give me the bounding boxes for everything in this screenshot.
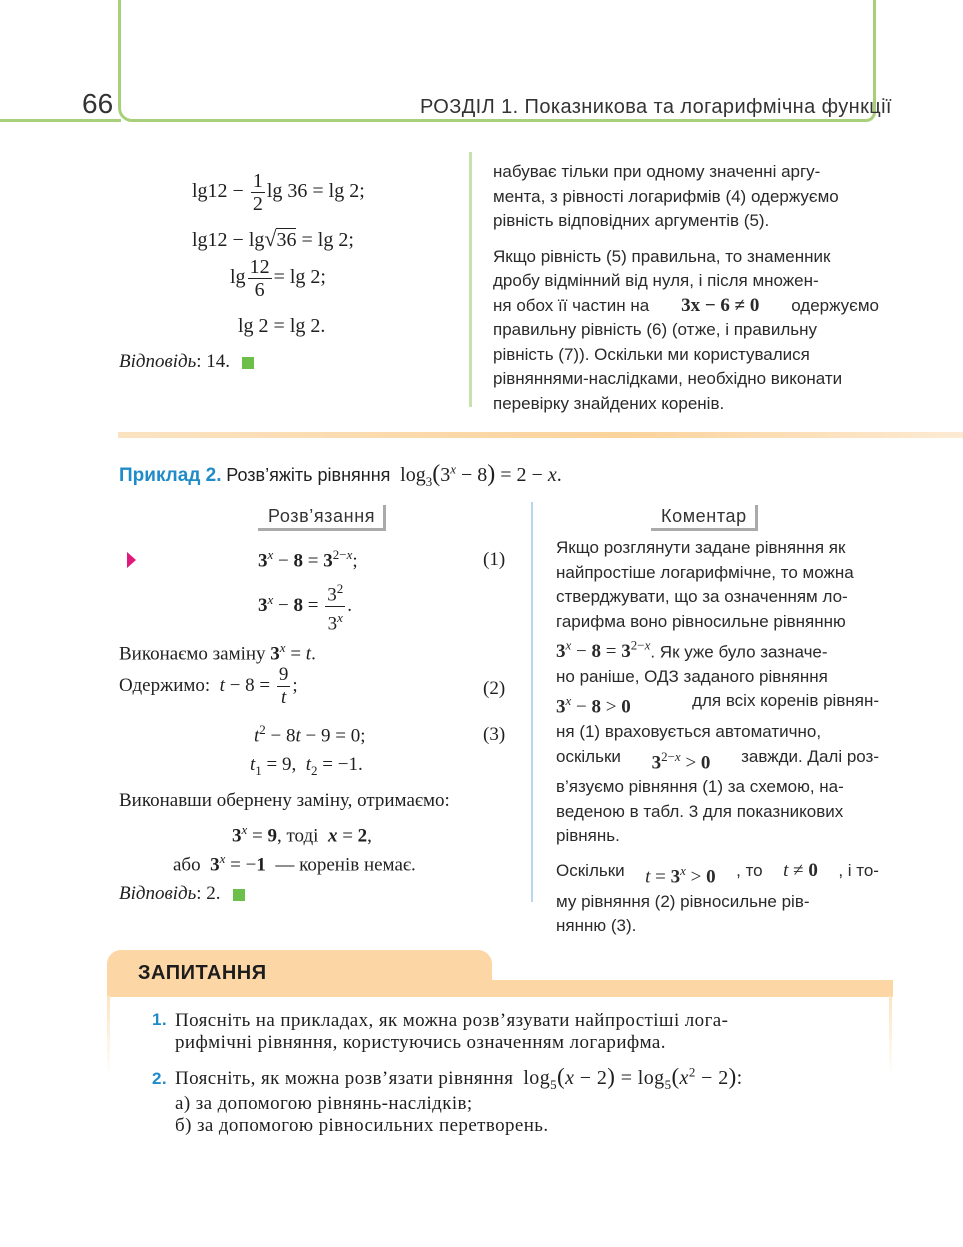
- questions-title: ЗАПИТАННЯ: [138, 962, 267, 984]
- example-text: Розв’яжіть рівняння: [226, 465, 391, 485]
- text-line: оскільки: [556, 746, 621, 766]
- text-line: дробу відмінний від нуля, і після множен-: [493, 271, 819, 290]
- questions-border-right: [889, 996, 892, 1076]
- step-marker-icon: [127, 552, 136, 568]
- question-option-b: б) за допомогою рівносильних перетворень.: [175, 1115, 549, 1136]
- question-text: рифмічні рівняння, користуючись означенням логарифма.: [175, 1032, 666, 1053]
- solution-no-roots: або $3^x = -1$ — коренів немає.: [173, 851, 416, 876]
- question-2: [152, 1064, 880, 1137]
- reverse-substitution-text: Виконавши обернену заміну, отримаємо:: [119, 790, 450, 811]
- questions-border-left: [107, 996, 110, 1076]
- replace-text: Виконаємо заміну: [119, 643, 266, 665]
- inline-math: 3x − 6 ≠ 0: [681, 294, 760, 316]
- or-text: або: [173, 854, 201, 876]
- top-right-text: [493, 160, 879, 416]
- solution-eq-3: $t^2 - 8t - 9 = 0$;: [254, 722, 366, 747]
- question-text: Поясніть, як можна розв’язати рівняння: [175, 1068, 514, 1089]
- solution-eq-1: $3^x - 8 = 3^{2-x}$;: [258, 547, 358, 572]
- solution-eq-1b: $3^x - 8$ = $\frac{3^2}{3^x}$ .: [258, 578, 352, 636]
- answer-label: Відповідь: [119, 351, 197, 372]
- then-text: тоді: [286, 825, 319, 847]
- text-line: . Як уже було зазначе-: [650, 642, 828, 662]
- comment-text: Якщо розглянути задане рівняння як найпростіше логарифмічне, то можна стверджувати, що за означенням ло- гарифма воно рівносильне рівнянню $3^x - 8 = 3^{2-x}$. Як уже було зазначе- но раніше, ОДЗ заданого рівняння $3^x - 8 > 0$ для всіх коренів рівнян- ня (1) враховується автоматично, оскільки $3^{2-x} > 0$ завжди. Далі роз- в’язуємо рівняння (1) за схемою, на- веденою в табл. 3 для показникових рівнянь. Оскільки $t = 3^x > 0$ , то t ≠ 0 , і то- му рівняння (2) рівносильне рів- нянню (3).: [556, 536, 879, 939]
- text-line: нянню (3).: [556, 916, 637, 936]
- text-line: стверджувати, що за означенням ло-: [556, 587, 848, 606]
- question-text: Поясніть на прикладах, як можна розв’язувати найпростіші лога-: [175, 1010, 729, 1031]
- eq-number-3: (3): [483, 724, 506, 745]
- solution-roots: $t_1 = 9$, $t_2 = -1$.: [250, 754, 363, 778]
- end-square-icon: [242, 357, 254, 369]
- answer-value: : 2.: [196, 883, 221, 904]
- text-line: найпростіше логарифмічне, то можна: [556, 562, 854, 582]
- obtain-text: Одержимо:: [119, 674, 211, 696]
- chapter-title: РОЗДІЛ 1. Показникова та логарифмічна функції: [420, 96, 892, 118]
- replace-line: Виконаємо заміну $3^x = t$.: [119, 640, 316, 665]
- question-number: 2.: [152, 1069, 167, 1088]
- obtain-line: Одержимо: t − 8 = $\frac{9}{t}$ ;: [119, 664, 298, 708]
- text-line: для всіх коренів рівнян-: [692, 691, 879, 711]
- no-roots-text: — коренів немає.: [275, 854, 416, 876]
- text-line: одержуємо: [791, 295, 879, 315]
- example-equation: $\log_3(3^x - 8) = 2 - x$.: [395, 461, 562, 489]
- question-1: [152, 1010, 880, 1054]
- text-line: гарифма воно рівносильне рівнянню: [556, 611, 846, 631]
- text-line: рівнянь.: [556, 826, 620, 846]
- text-line: Якщо рівність (5) правильна, то знаменник: [493, 246, 831, 266]
- top-answer: [119, 351, 254, 373]
- example-label: Приклад 2.: [119, 465, 222, 486]
- text-line: завжди. Далі роз-: [741, 746, 879, 766]
- text-line: веденою в табл. 3 для показникових: [556, 801, 844, 821]
- text-line: , і то-: [838, 860, 879, 880]
- solution-result: $3^x = 9$, тоді x = 2,: [232, 822, 372, 847]
- text-line: в’язуємо рівняння (1) за схемою, на-: [556, 777, 844, 797]
- solution-tab: Розв’язання: [258, 505, 386, 531]
- text-line: , то: [736, 860, 763, 880]
- question-number: 1.: [152, 1010, 167, 1029]
- question-option-a: а) за допомогою рівнянь-наслідків;: [175, 1093, 473, 1114]
- section-divider: [118, 432, 963, 438]
- top-equation-4: lg 2 = lg 2.: [238, 315, 326, 337]
- end-square-icon: [233, 889, 245, 901]
- top-equation-1: lg12 − $\frac{1}{2}$ lg 36 = lg 2;: [192, 170, 365, 215]
- text-line: правильну рівність (6) (отже, і правильну: [493, 320, 817, 339]
- example-heading: [119, 461, 562, 490]
- text-line: рівність відповідних аргументів (5).: [493, 211, 770, 230]
- text-line: рівняннями-наслідками, необхідно виконати: [493, 369, 843, 388]
- text-line: рівність (7)). Оскільки ми користувалися: [493, 344, 810, 364]
- top-column-divider: [469, 152, 472, 407]
- top-equation-3: lg $\frac{12}{6}$ = lg 2;: [230, 256, 326, 301]
- answer-value: : 14.: [196, 351, 231, 372]
- text-line: перевірку знайдених коренів.: [493, 393, 725, 413]
- text-line: ня обох її частин на: [493, 295, 650, 315]
- text-line: ня (1) враховується автоматично,: [556, 722, 822, 742]
- page-number: 66: [82, 88, 114, 119]
- text-line: Оскільки: [556, 860, 625, 880]
- top-equation-2: lg12 − lg√36 = lg 2;: [192, 226, 354, 251]
- eq-number-1: (1): [483, 549, 506, 570]
- question-equation: $\log_5(x - 2) = \log_5(x^2 - 2)$:: [523, 1064, 743, 1092]
- example-column-divider: [531, 502, 533, 902]
- eq-number-2: (2): [483, 678, 506, 699]
- answer-label: Відповідь: [119, 883, 197, 904]
- text-line: мента, з рівності логарифмів (4) одержуємо: [493, 186, 839, 206]
- text-line: но раніше, ОДЗ заданого рівняння: [556, 666, 828, 686]
- text-line: набуває тільки при одному значенні аргу-: [493, 162, 821, 181]
- comment-tab: Коментар: [651, 505, 758, 531]
- text-line: Якщо розглянути задане рівняння як: [556, 538, 846, 557]
- solution-answer: [119, 883, 245, 905]
- text-line: му рівняння (2) рівносильне рів-: [556, 891, 810, 911]
